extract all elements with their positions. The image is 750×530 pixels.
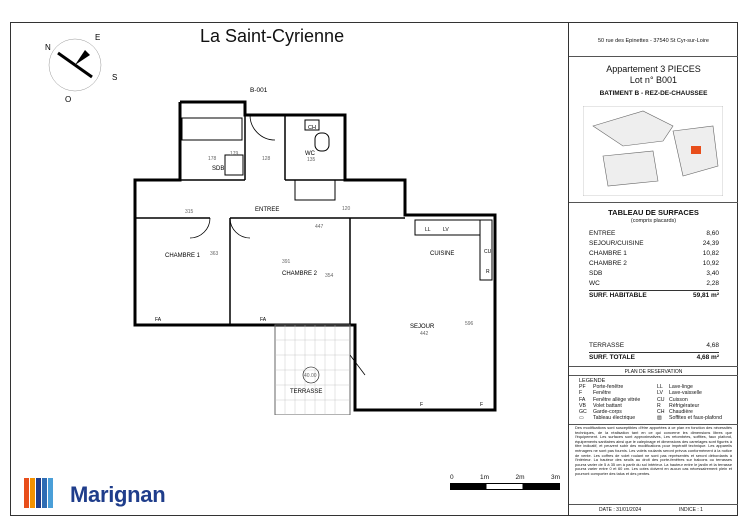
room-sdb: SDB [212, 166, 225, 172]
room-chambre1: CHAMBRE 1 [165, 253, 201, 259]
window-tag-f1: F [420, 402, 424, 408]
compass-s: S [112, 73, 118, 82]
site-plan-map [583, 106, 723, 196]
room-sejour: SEJOUR [410, 324, 435, 330]
legend-item: GC Garde-corps [579, 409, 622, 416]
room-ch: CH [308, 125, 316, 131]
footer-date: DATE : 31/01/2024 [599, 507, 642, 513]
room-chambre2: CHAMBRE 2 [282, 271, 318, 277]
legend-item: FA Fenêtre allège vitrée [579, 396, 641, 403]
dim-391: 391 [282, 259, 291, 265]
legend-item: VB Volet battant [579, 402, 622, 409]
legend-title: LEGENDE [579, 378, 606, 384]
surface-row: CHAMBRE 1 10,82 [589, 250, 719, 257]
surface-row: WC 2,28 [589, 280, 719, 287]
dim-178: 178 [208, 156, 217, 162]
dim-315: 315 [185, 209, 194, 215]
address: 50 rue des Epinettes - 37540 St Cyr-sur-Loire [598, 38, 709, 44]
surfaces-title: TABLEAU DE SURFACES [608, 208, 699, 217]
legend-item: PF Porte-fenêtre [579, 384, 624, 390]
compass [30, 30, 130, 110]
lot-number: Lot n° B001 [629, 75, 678, 85]
apartment-type: Appartement 3 PIECES [606, 64, 701, 74]
info-panel [568, 22, 738, 516]
brand-name: Marignan [70, 482, 166, 507]
compass-n: N [45, 43, 51, 52]
legend-item: R Réfrigérateur [657, 402, 700, 409]
surfaces-subtitle: (compris placards) [630, 218, 677, 224]
appliance-ll: LL [425, 227, 431, 233]
surface-totale: SURF. TOTALE 4,68 m² [589, 354, 719, 361]
door-terrace [350, 355, 365, 375]
surface-row: SEJOUR/CUISINE 24,39 [589, 240, 719, 247]
dim-442: 442 [420, 331, 429, 337]
appliance-r: R [486, 269, 490, 275]
surface-terrasse: TERRASSE 4,68 [589, 342, 719, 349]
scale-3: 3m [550, 474, 560, 481]
dim-128: 128 [262, 156, 271, 162]
door-arc-entry [250, 115, 275, 140]
sink [225, 155, 243, 175]
room-wc: WC [305, 151, 315, 157]
legend-item: LV Lave-vaisselle [657, 390, 702, 397]
scale-0: 0 [450, 474, 454, 481]
legend-item: CU Cuisson [657, 396, 688, 403]
dim-354: 354 [325, 273, 334, 279]
scale-1: 1m [480, 474, 490, 481]
dim-135: 135 [307, 157, 316, 163]
room-terrasse: TERRASSE [290, 389, 323, 395]
window-tag-fa1: FA [155, 317, 162, 323]
scale-2: 2m [515, 474, 525, 481]
room-entree: ENTREE [255, 207, 280, 213]
storage [295, 180, 335, 200]
appliance-lv: LV [443, 227, 449, 233]
appliance-cu: CU [484, 249, 492, 255]
compass-arrow-icon [75, 50, 90, 65]
legend-item: LL Lave-linge [657, 384, 693, 390]
soffit-icon: ▨ [657, 415, 662, 422]
compass-e: E [95, 33, 101, 42]
dim-179: 179 [230, 151, 239, 157]
brand-logo-icon [24, 478, 64, 508]
terrace-hatch [275, 325, 350, 415]
legend-item: ▨ Soffites et faux-plafond [657, 415, 722, 422]
footer-index: INDICE : 1 [679, 507, 703, 513]
legend-right [657, 384, 735, 422]
terrace-circle-mark: 40.00 [304, 373, 317, 379]
legend-item: ▭ Tableau électrique [579, 415, 636, 422]
surface-row: SDB 3,40 [589, 270, 719, 277]
scale-bar [450, 474, 560, 490]
door-arc-ch2 [230, 218, 250, 238]
surface-row: ENTREE 8,60 [589, 230, 719, 237]
disclaimer: Des modifications sont susceptibles d'être apportées à ce plan en fonction des nécessités techniques, de la réalisation tant en ce qui concerne les dimensions libres que l'équipement. Les surfaces sont approximatives, Les retombées, soffites, faux plafond, équipements sanitaires ainsi que le calepinage et dimensions des carrelages sont figurés à titre indicatif, et peuvent subir des modifications pour impératif technique. Les appareils ménagers ne sont pas fournis. Les volets roulants seront prévus conformément à la notice de vente. Les coffres de volet roulant ne sont pas représentés et seront débordants à l'intérieur. La hauteur des seuils au droit des porte-fenêtres sur balcons ou terrasses pourra varier de 5 à 35 cm à partir du sol intérieur. La hauteur entre le jardin et la terrasse pourra varier entre 0 et 60 cm. Les cotes doivent en aucun cas nécessairement plein et pourront comporter des talus et des pentes. [575, 425, 732, 476]
legend-left [579, 384, 657, 422]
toilet [315, 133, 329, 151]
legend-item: F Fenêtre [579, 390, 611, 397]
electric-panel-icon: ▭ [579, 415, 584, 422]
door-arc-ch1 [190, 218, 210, 238]
building-floor: BATIMENT B - REZ-DE-CHAUSSEE [599, 90, 708, 97]
room-cuisine: CUISINE [430, 251, 455, 257]
window-tag-fa2: FA [260, 317, 267, 323]
compass-o: O [65, 95, 72, 104]
surface-row: CHAMBRE 2 10,92 [589, 260, 719, 267]
plan-reservation: PLAN DE RESERVATION [624, 369, 683, 375]
dim-596: 596 [465, 321, 474, 327]
door-tag: B-001 [250, 87, 268, 94]
legend-item: CH Chaudière [657, 409, 693, 416]
dim-120: 120 [342, 206, 351, 212]
window-tag-f2: F [480, 402, 484, 408]
floor-plan [120, 85, 520, 415]
lot-highlight [691, 146, 701, 154]
project-title: La Saint-Cyrienne [200, 26, 345, 46]
bathtub [182, 118, 242, 140]
dim-447: 447 [315, 224, 324, 230]
surface-habitable: SURF. HABITABLE 59,81 m² [589, 292, 719, 299]
dim-363: 363 [210, 251, 219, 257]
